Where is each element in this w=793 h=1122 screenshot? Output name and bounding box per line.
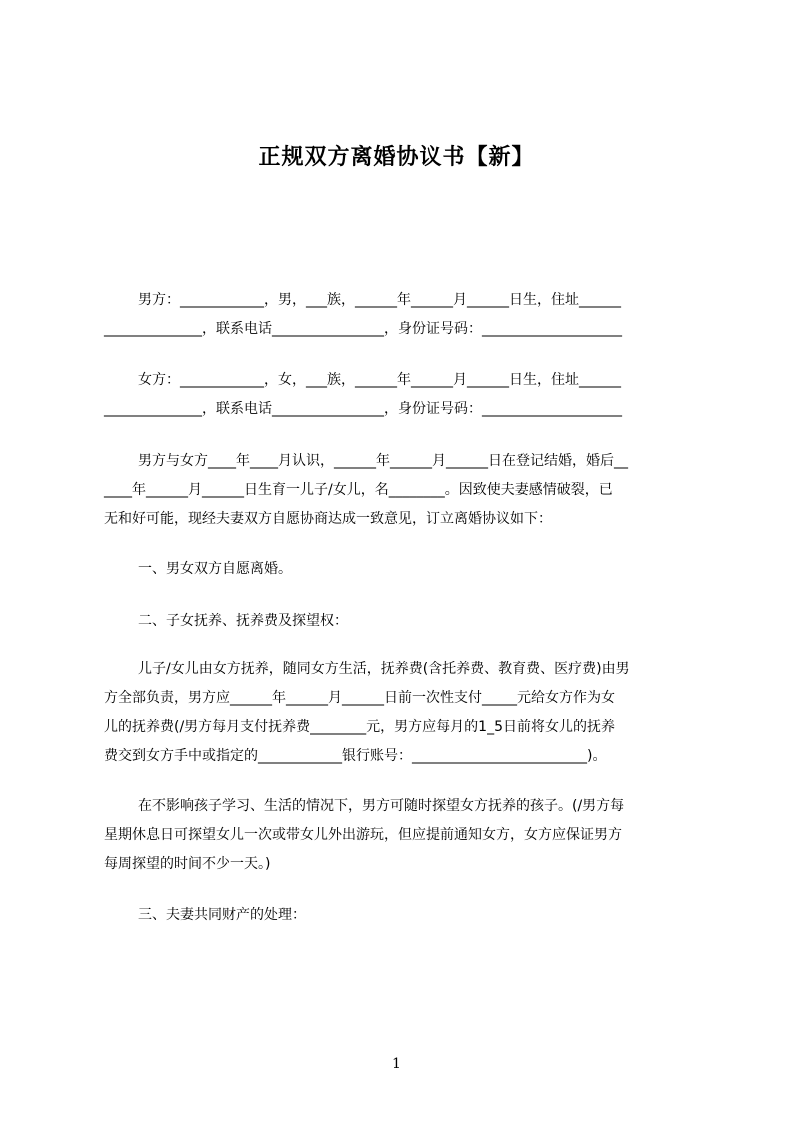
custody-line-3: 儿的抚养费(/男方每月支付抚养费________元，男方应每月的1_5日前将女儿的抚养 bbox=[104, 719, 615, 735]
custody-line-1: 儿子/女儿由女方抚养，随同女方生活，抚养费(含托养费、教育费、医疗费)由男 bbox=[138, 661, 630, 677]
custody-line-2: 方全部负责，男方应______年______月______日前一次性支付_____元给女方作为女 bbox=[104, 690, 615, 706]
document-title: 正规双方离婚协议书【新】 bbox=[258, 145, 535, 170]
male-party-paragraph bbox=[104, 286, 704, 344]
page-number: 1 bbox=[392, 1056, 401, 1072]
intro-line-1: 男方与女方____年____月认识，______年______月______日在登记结婚，婚后__ bbox=[138, 453, 628, 469]
custody-paragraph bbox=[104, 655, 704, 771]
intro-line-2: ____年______月______日生育一儿子/女儿，名________。因致使夫妻感情破裂，已 bbox=[104, 482, 613, 498]
intro-line-3: 无和好可能，现经夫妻双方自愿协商达成一致意见，订立离婚协议如下： bbox=[104, 511, 552, 527]
female-party-paragraph bbox=[104, 366, 704, 424]
section-heading-3: 三、夫妻共同财产的处理： bbox=[138, 907, 306, 923]
intro-paragraph bbox=[104, 447, 704, 534]
section-heading-2: 二、子女抚养、抚养费及探望权： bbox=[138, 613, 348, 629]
male-party-line-1: 男方：____________，男，___族，______年______月______日生，住址______ bbox=[138, 292, 621, 308]
female-party-line-2: ______________，联系电话________________，身份证号码：____________________ bbox=[104, 401, 622, 417]
female-party-line-1: 女方：____________，女，___族，______年______月______日生，住址______ bbox=[138, 372, 621, 388]
section-heading-1: 一、男女双方自愿离婚。 bbox=[138, 561, 292, 577]
custody-line-4: 费交到女方手中或指定的____________银行账号：_________________________)。 bbox=[104, 748, 607, 764]
visitation-line-2: 星期休息日可探望女儿一次或带女儿外出游玩，但应提前通知女方，女方应保证男方 bbox=[104, 827, 622, 843]
male-party-line-2: ______________，联系电话________________，身份证号码：____________________ bbox=[104, 321, 622, 337]
visitation-line-1: 在不影响孩子学习、生活的情况下，男方可随时探望女方抚养的孩子。(/男方每 bbox=[138, 798, 625, 814]
visitation-line-3: 每周探望的时间不少一天。) bbox=[104, 856, 271, 872]
visitation-paragraph bbox=[104, 792, 704, 879]
